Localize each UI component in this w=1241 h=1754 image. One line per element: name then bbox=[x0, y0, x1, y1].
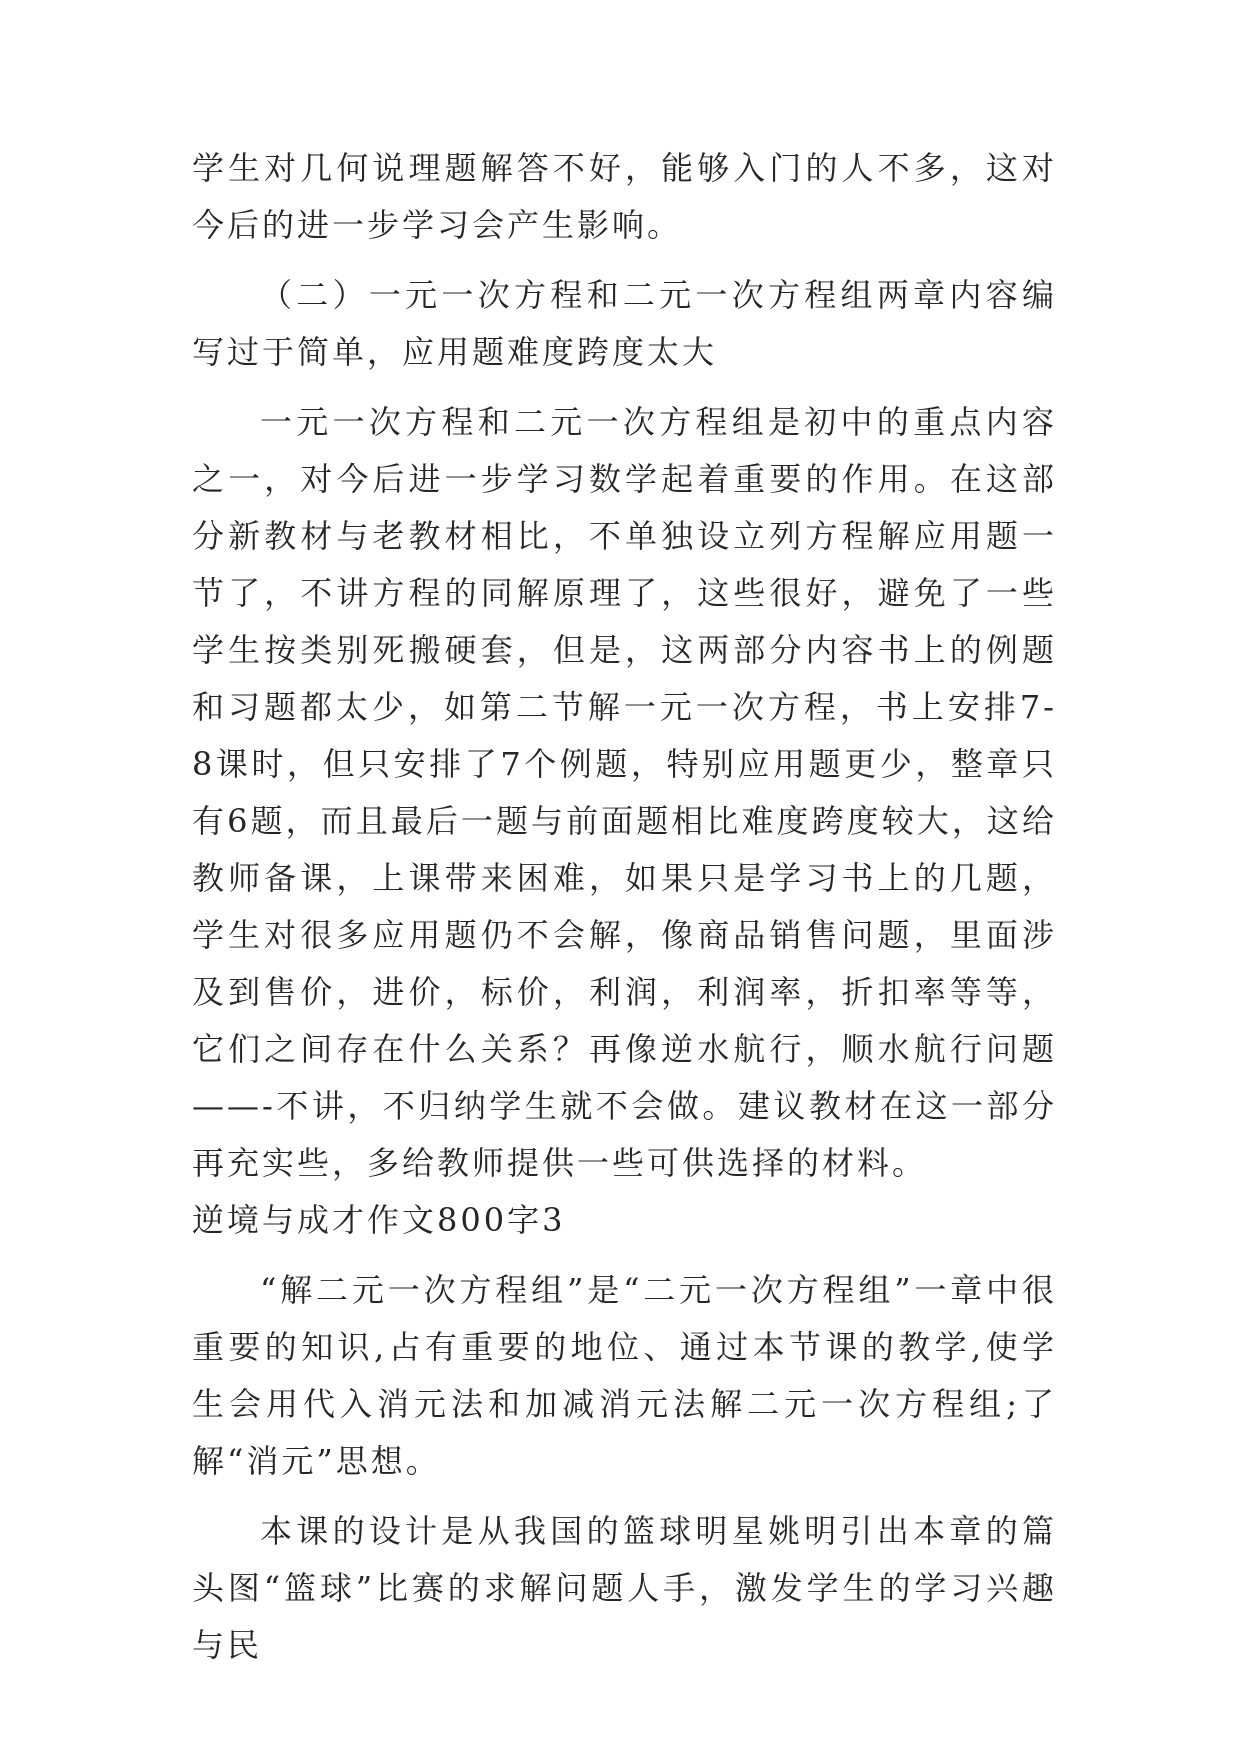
paragraph-3: 一元一次方程和二元一次方程组是初中的重点内容之一，对今后进一步学习数学起着重要的作用。在这部分新教材与老教材相比，不单独设立列方程解应用题一节了，不讲方程的同解原理了，这些很好，避免了一些学生按类别死搬硬套，但是，这两部分内容书上的例题和习题都太少，如第二节解一元一次方程，书上安排7-8课时，但只安排了7个例题，特别应用题更少，整章只有6题，而且最后一题与前面题相比难度跨度较大，这给教师备课，上课带来困难，如果只是学习书上的几题，学生对很多应用题仍不会解，像商品销售问题，里面涉及到售价，进价，标价，利润，利润率，折扣率等等，它们之间存在什么关系？再像逆水航行，顺水航行问题——-不讲，不归纳学生就不会做。建议教材在这一部分再充实些，多给教师提供一些可供选择的材料。 bbox=[192, 403, 1057, 1182]
essay-title: 逆境与成才作文800字3 bbox=[192, 1201, 566, 1239]
body-text bbox=[192, 140, 1057, 1674]
section-subheading: （二）一元一次方程和二元一次方程组两章内容编写过于简单，应用题难度跨度太大 bbox=[192, 276, 1057, 371]
paragraph-4: “解二元一次方程组”是“二元一次方程组”一章中很重要的知识,占有重要的地位、通过本节课的教学,使学生会用代入消元法和加减消元法解二元一次方程组;了解“消元”思想。 bbox=[192, 1271, 1057, 1480]
paragraph-1: 学生对几何说理题解答不好，能够入门的人不多，这对今后的进一步学习会产生影响。 bbox=[192, 149, 1057, 244]
paragraph-5: 本课的设计是从我国的篮球明星姚明引出本章的篇头图“篮球”比赛的求解问题人手，激发学生的学习兴趣与民 bbox=[192, 1512, 1057, 1664]
